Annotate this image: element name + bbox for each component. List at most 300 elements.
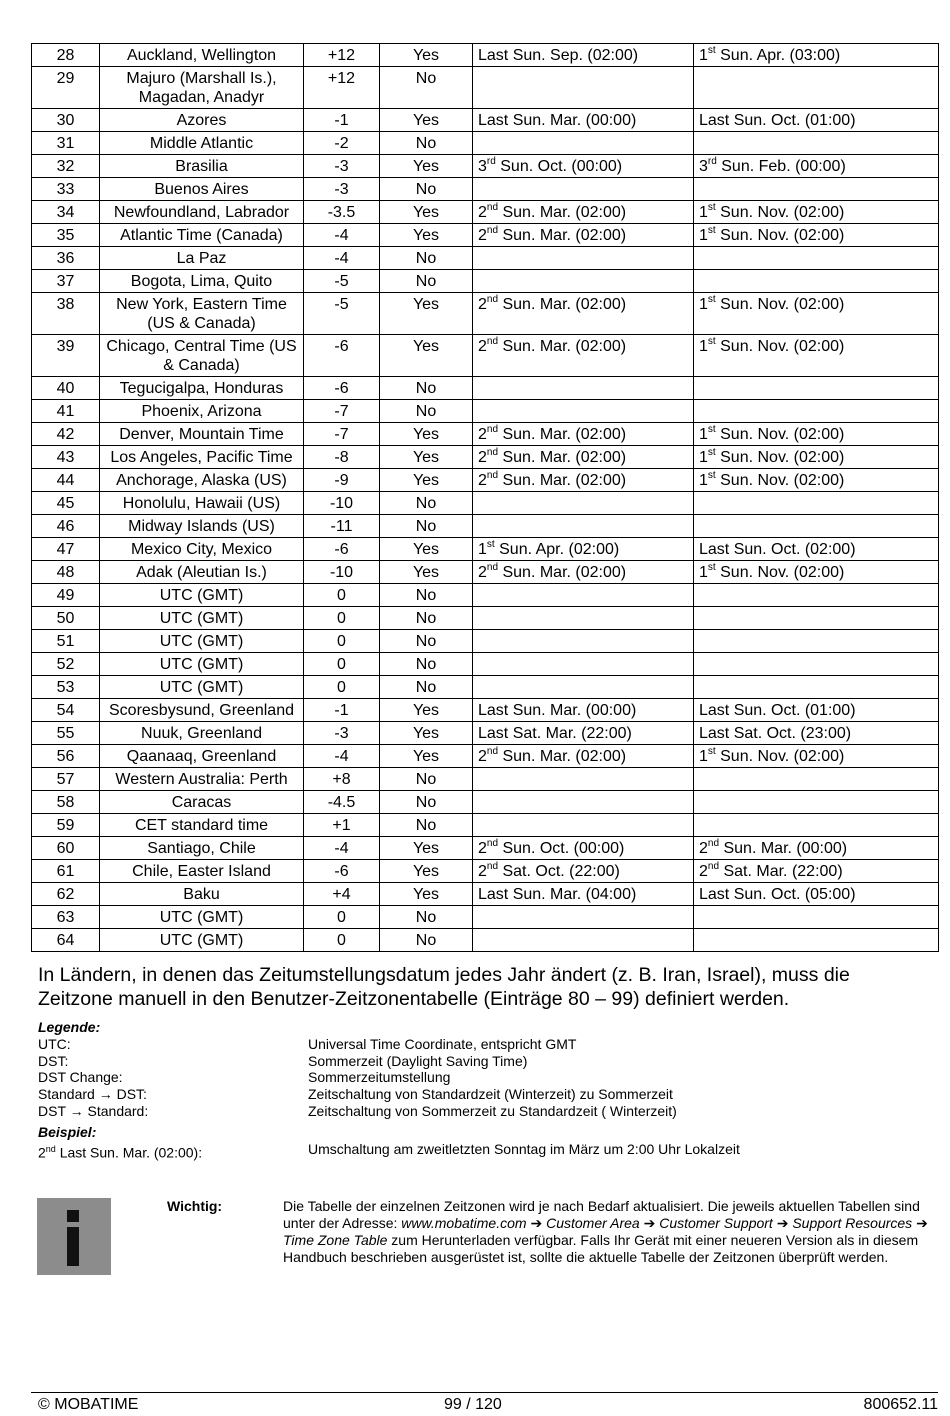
dst-start: [473, 423, 694, 446]
table-row: [32, 247, 939, 270]
footer-doc-number: 800652.11: [863, 1396, 938, 1413]
dst-end: [694, 247, 939, 270]
rule-text: Last Sat. Mar. (22:00): [478, 725, 632, 742]
utc-offset: -10: [304, 492, 380, 515]
ordinal: 2: [478, 840, 487, 857]
dst-end: [694, 109, 939, 132]
dst-flag: Yes: [380, 155, 473, 178]
zone-name: Bogota, Lima, Quito: [100, 270, 304, 293]
dst-start: [473, 538, 694, 561]
dst-end: [694, 676, 939, 699]
dst-end: [694, 335, 939, 377]
zone-name: Caracas: [100, 791, 304, 814]
utc-offset: -1: [304, 699, 380, 722]
table-row: [32, 67, 939, 109]
table-row: [32, 814, 939, 837]
ordinal-suffix: st: [707, 224, 716, 236]
dst-start: [473, 515, 694, 538]
dst-flag: No: [380, 768, 473, 791]
ordinal-suffix: rd: [486, 155, 496, 167]
dst-end: [694, 293, 939, 335]
footer-divider: [31, 1392, 938, 1393]
ordinal: 1: [478, 541, 487, 558]
rule-text: Sun. Nov. (02:00): [715, 338, 845, 355]
legend-heading: Legende:: [38, 1019, 101, 1035]
table-row: [32, 270, 939, 293]
ordinal: 1: [699, 564, 708, 581]
ordinal: 3: [478, 158, 487, 175]
dst-start: [473, 335, 694, 377]
utc-offset: -11: [304, 515, 380, 538]
dst-end: [694, 699, 939, 722]
dst-start: [473, 699, 694, 722]
utc-offset: 0: [304, 653, 380, 676]
ordinal-suffix: nd: [707, 860, 720, 872]
example-row: [38, 1141, 828, 1161]
zone-number: 31: [32, 132, 100, 155]
ordinal: 1: [699, 472, 708, 489]
rule-text: Sun. Nov. (02:00): [715, 564, 845, 581]
utc-offset: 0: [304, 630, 380, 653]
ordinal-suffix: nd: [486, 335, 499, 347]
zone-name: Mexico City, Mexico: [100, 538, 304, 561]
rule-text: Sun. Mar. (02:00): [498, 227, 627, 244]
rule-text: Sun. Mar. (02:00): [498, 296, 627, 313]
table-row: [32, 224, 939, 247]
zone-number: 43: [32, 446, 100, 469]
zone-name: Scoresbysund, Greenland: [100, 699, 304, 722]
example-ordinal-suffix: nd: [45, 1143, 56, 1154]
dst-end: [694, 515, 939, 538]
table-row: [32, 178, 939, 201]
rule-text: Sun. Mar. (02:00): [498, 748, 627, 765]
legend-items: [38, 1036, 828, 1120]
zone-name: Anchorage, Alaska (US): [100, 469, 304, 492]
utc-offset: -6: [304, 335, 380, 377]
table-row: [32, 335, 939, 377]
ordinal-suffix: nd: [486, 860, 499, 872]
table-row: [32, 653, 939, 676]
dst-end: [694, 446, 939, 469]
table-row: [32, 377, 939, 400]
table-row: [32, 860, 939, 883]
zone-number: 56: [32, 745, 100, 768]
dst-flag: No: [380, 653, 473, 676]
utc-offset: -3: [304, 722, 380, 745]
arrow-icon: ➔: [776, 1215, 789, 1231]
rule-text: Last Sun. Oct. (01:00): [699, 702, 856, 719]
dst-flag: No: [380, 178, 473, 201]
zone-number: 38: [32, 293, 100, 335]
dst-start: [473, 400, 694, 423]
zone-name: Phoenix, Arizona: [100, 400, 304, 423]
zone-number: 52: [32, 653, 100, 676]
ordinal-suffix: nd: [486, 837, 499, 849]
legend-term: DST → Standard:: [38, 1102, 149, 1119]
dst-flag: No: [380, 929, 473, 952]
dst-end: [694, 653, 939, 676]
dst-flag: Yes: [380, 561, 473, 584]
dst-flag: No: [380, 515, 473, 538]
zone-number: 63: [32, 906, 100, 929]
dst-flag: Yes: [380, 538, 473, 561]
utc-offset: -6: [304, 860, 380, 883]
zone-name: Baku: [100, 883, 304, 906]
dst-end: [694, 860, 939, 883]
legend-row: [38, 1069, 828, 1086]
zone-name: Western Australia: Perth: [100, 768, 304, 791]
zone-name: UTC (GMT): [100, 607, 304, 630]
dst-flag: Yes: [380, 293, 473, 335]
dst-start: [473, 814, 694, 837]
dst-start: [473, 492, 694, 515]
dst-start: [473, 584, 694, 607]
rule-text: Sun. Mar. (02:00): [498, 564, 627, 581]
dst-end: [694, 768, 939, 791]
zone-number: 30: [32, 109, 100, 132]
dst-flag: No: [380, 906, 473, 929]
table-row: [32, 837, 939, 860]
dst-end: [694, 492, 939, 515]
dst-flag: No: [380, 270, 473, 293]
table-row: [32, 423, 939, 446]
dst-end: [694, 44, 939, 67]
ordinal-suffix: nd: [486, 745, 499, 757]
dst-flag: Yes: [380, 837, 473, 860]
utc-offset: +1: [304, 814, 380, 837]
zone-name: Adak (Aleutian Is.): [100, 561, 304, 584]
dst-end: [694, 400, 939, 423]
zone-name: Midway Islands (US): [100, 515, 304, 538]
zone-number: 29: [32, 67, 100, 109]
legend-term: DST Change:: [38, 1069, 123, 1086]
zone-name: Los Angeles, Pacific Time: [100, 446, 304, 469]
zone-number: 48: [32, 561, 100, 584]
table-row: [32, 515, 939, 538]
utc-offset: +12: [304, 67, 380, 109]
table-row: [32, 44, 939, 67]
utc-offset: -6: [304, 538, 380, 561]
ordinal: 3: [699, 158, 708, 175]
dst-end: [694, 469, 939, 492]
utc-offset: -10: [304, 561, 380, 584]
rule-text: Last Sun. Mar. (00:00): [478, 112, 637, 129]
zone-name: UTC (GMT): [100, 929, 304, 952]
dst-start: [473, 377, 694, 400]
zone-number: 61: [32, 860, 100, 883]
table-row: [32, 155, 939, 178]
zone-number: 44: [32, 469, 100, 492]
arrow-icon: ➔: [916, 1215, 928, 1231]
dst-flag: Yes: [380, 446, 473, 469]
table-row: [32, 561, 939, 584]
dst-flag: No: [380, 584, 473, 607]
example-term-text: Last Sun. Mar. (02:00):: [55, 1144, 203, 1161]
table-row: [32, 607, 939, 630]
utc-offset: 0: [304, 607, 380, 630]
ordinal: 2: [478, 564, 487, 581]
dst-flag: Yes: [380, 335, 473, 377]
table-row: [32, 109, 939, 132]
ordinal: 2: [699, 863, 708, 880]
ordinal-suffix: st: [486, 538, 495, 550]
ordinal: 1: [699, 449, 708, 466]
ordinal-suffix: st: [707, 44, 716, 56]
utc-offset: -7: [304, 423, 380, 446]
zone-number: 41: [32, 400, 100, 423]
dst-flag: No: [380, 247, 473, 270]
table-row: [32, 492, 939, 515]
zone-name: Honolulu, Hawaii (US): [100, 492, 304, 515]
dst-end: [694, 538, 939, 561]
dst-flag: Yes: [380, 699, 473, 722]
ordinal: 1: [699, 296, 708, 313]
ordinal: 1: [699, 338, 708, 355]
dst-flag: No: [380, 791, 473, 814]
rule-text: Last Sun. Oct. (05:00): [699, 886, 856, 903]
ordinal-suffix: st: [707, 293, 716, 305]
ordinal: 2: [478, 472, 487, 489]
ordinal-suffix: nd: [486, 224, 499, 236]
rule-text: Sun. Nov. (02:00): [715, 426, 845, 443]
rule-text: Sun. Mar. (02:00): [498, 449, 627, 466]
rule-text: Sat. Mar. (22:00): [719, 863, 843, 880]
arrow-icon: ➔: [643, 1215, 656, 1231]
rule-text: Sun. Apr. (02:00): [494, 541, 620, 558]
dst-end: [694, 584, 939, 607]
example-term: [38, 1141, 308, 1161]
ordinal-suffix: nd: [486, 201, 499, 213]
rule-text: Sun. Nov. (02:00): [715, 296, 845, 313]
rule-text: Last Sat. Oct. (23:00): [699, 725, 852, 742]
arrow-icon: ➔: [530, 1215, 543, 1231]
dst-end: [694, 270, 939, 293]
dst-flag: Yes: [380, 109, 473, 132]
important-text-outro: zum Herunterladen verfügbar. Falls Ihr Gerät mit einer neueren Version als in diesem Handbuch beschrieben ausgerüstet ist, sollte die aktuelle Tabelle der Zeitzonen überprüft werden.: [283, 1232, 919, 1265]
zone-name: Atlantic Time (Canada): [100, 224, 304, 247]
rule-text: Sun. Mar. (00:00): [719, 840, 848, 857]
legend-definition: Universal Time Coordinate, entspricht GMT: [308, 1035, 577, 1052]
zone-number: 55: [32, 722, 100, 745]
zone-number: 28: [32, 44, 100, 67]
dst-start: [473, 837, 694, 860]
important-label: Wichtig:: [167, 1198, 223, 1214]
ordinal: 2: [478, 426, 487, 443]
ordinal-suffix: nd: [486, 446, 499, 458]
zone-number: 62: [32, 883, 100, 906]
zone-name: New York, Eastern Time (US & Canada): [100, 293, 304, 335]
table-row: [32, 883, 939, 906]
dst-start: [473, 270, 694, 293]
dst-end: [694, 155, 939, 178]
rule-text: Last Sun. Oct. (02:00): [699, 541, 856, 558]
dst-end: [694, 722, 939, 745]
dst-start: [473, 224, 694, 247]
zone-number: 47: [32, 538, 100, 561]
rule-text: Last Sun. Oct. (01:00): [699, 112, 856, 129]
dst-flag: No: [380, 132, 473, 155]
zone-number: 32: [32, 155, 100, 178]
table-row: [32, 676, 939, 699]
zone-name: CET standard time: [100, 814, 304, 837]
zone-number: 35: [32, 224, 100, 247]
table-row: [32, 722, 939, 745]
zone-name: Chicago, Central Time (US & Canada): [100, 335, 304, 377]
table-row: [32, 446, 939, 469]
dst-end: [694, 883, 939, 906]
utc-offset: 0: [304, 584, 380, 607]
dst-end: [694, 178, 939, 201]
dst-flag: Yes: [380, 224, 473, 247]
ordinal: 1: [699, 47, 708, 64]
table-row: [32, 791, 939, 814]
dst-end: [694, 423, 939, 446]
dst-flag: Yes: [380, 44, 473, 67]
ordinal-suffix: st: [707, 469, 716, 481]
dst-end: [694, 132, 939, 155]
utc-offset: -7: [304, 400, 380, 423]
zone-name: Tegucigalpa, Honduras: [100, 377, 304, 400]
zone-name: Brasilia: [100, 155, 304, 178]
timezone-table-body: [32, 44, 939, 952]
zone-name: Auckland, Wellington: [100, 44, 304, 67]
utc-offset: -6: [304, 377, 380, 400]
rule-text: Sat. Oct. (22:00): [498, 863, 620, 880]
legend-definition: Zeitschaltung von Standardzeit (Winterzeit) zu Sommerzeit: [308, 1086, 673, 1103]
important-text-intro: Die Tabelle der einzelnen Zeitzonen wird je nach Bedarf aktualisiert. Die jeweils aktuellen Tabellen sind unter der Adresse:: [283, 1198, 920, 1231]
dst-flag: Yes: [380, 423, 473, 446]
example-definition: Umschaltung am zweitletzten Sonntag im März um 2:00 Uhr Lokalzeit: [308, 1140, 740, 1157]
zone-name: UTC (GMT): [100, 630, 304, 653]
utc-offset: -2: [304, 132, 380, 155]
ordinal-suffix: nd: [486, 423, 499, 435]
dst-end: [694, 745, 939, 768]
zone-name: Nuuk, Greenland: [100, 722, 304, 745]
dst-flag: No: [380, 67, 473, 109]
dst-start: [473, 630, 694, 653]
dst-start: [473, 653, 694, 676]
legend-term: UTC:: [38, 1035, 71, 1052]
rule-text: Sun. Apr. (03:00): [715, 47, 841, 64]
utc-offset: -4.5: [304, 791, 380, 814]
path-time-zone-table: Time Zone Table: [283, 1232, 388, 1248]
dst-start: [473, 155, 694, 178]
dst-end: [694, 224, 939, 247]
rule-text: Last Sun. Mar. (00:00): [478, 702, 637, 719]
ordinal: 2: [478, 449, 487, 466]
rule-text: Sun. Nov. (02:00): [715, 227, 845, 244]
dst-start: [473, 446, 694, 469]
utc-offset: -3.5: [304, 201, 380, 224]
utc-offset: -5: [304, 270, 380, 293]
zone-name: Chile, Easter Island: [100, 860, 304, 883]
dst-start: [473, 791, 694, 814]
utc-offset: -4: [304, 224, 380, 247]
zone-number: 36: [32, 247, 100, 270]
table-row: [32, 469, 939, 492]
ordinal: 2: [478, 227, 487, 244]
dst-flag: No: [380, 400, 473, 423]
dst-start: [473, 561, 694, 584]
utc-offset: -1: [304, 109, 380, 132]
zone-number: 64: [32, 929, 100, 952]
zone-name: La Paz: [100, 247, 304, 270]
dst-flag: Yes: [380, 722, 473, 745]
dst-end: [694, 377, 939, 400]
dst-end: [694, 561, 939, 584]
zone-number: 40: [32, 377, 100, 400]
utc-offset: 0: [304, 906, 380, 929]
rule-text: Sun. Feb. (00:00): [716, 158, 846, 175]
utc-offset: -8: [304, 446, 380, 469]
dst-flag: Yes: [380, 201, 473, 224]
zone-number: 60: [32, 837, 100, 860]
utc-offset: +4: [304, 883, 380, 906]
rule-text: Sun. Mar. (02:00): [498, 426, 627, 443]
utc-offset: -3: [304, 178, 380, 201]
ordinal-suffix: nd: [486, 293, 499, 305]
rule-text: Sun. Nov. (02:00): [715, 204, 845, 221]
zone-number: 45: [32, 492, 100, 515]
utc-offset: -4: [304, 247, 380, 270]
ordinal: 1: [699, 227, 708, 244]
timezone-table: [31, 43, 939, 952]
dst-start: [473, 44, 694, 67]
utc-offset: +8: [304, 768, 380, 791]
timezone-note: In Ländern, in denen das Zeitumstellungsdatum jedes Jahr ändert (z. B. Iran, Israel), muss die Zeitzone manuell in den Benutzer-Zeitzonentabelle (Einträge 80 – 99) definiert werden.: [38, 964, 850, 1010]
dst-start: [473, 883, 694, 906]
path-customer-area: Customer Area: [546, 1215, 640, 1231]
dst-start: [473, 929, 694, 952]
ordinal: 2: [699, 840, 708, 857]
utc-offset: -3: [304, 155, 380, 178]
dst-start: [473, 860, 694, 883]
dst-flag: Yes: [380, 860, 473, 883]
utc-offset: -4: [304, 837, 380, 860]
table-row: [32, 538, 939, 561]
zone-name: UTC (GMT): [100, 653, 304, 676]
dst-start: [473, 906, 694, 929]
ordinal: 2: [478, 204, 487, 221]
dst-end: [694, 791, 939, 814]
ordinal-suffix: st: [707, 561, 716, 573]
rule-text: Sun. Mar. (02:00): [498, 338, 627, 355]
footer-copyright: © MOBATIME: [38, 1396, 139, 1413]
dst-flag: Yes: [380, 745, 473, 768]
rule-text: Sun. Oct. (00:00): [498, 840, 625, 857]
dst-start: [473, 247, 694, 270]
dst-start: [473, 722, 694, 745]
utc-offset: -5: [304, 293, 380, 335]
rule-text: Sun. Mar. (02:00): [498, 204, 627, 221]
zone-name: Middle Atlantic: [100, 132, 304, 155]
table-row: [32, 132, 939, 155]
dst-flag: No: [380, 676, 473, 699]
dst-flag: Yes: [380, 469, 473, 492]
utc-offset: -4: [304, 745, 380, 768]
dst-start: [473, 132, 694, 155]
rule-text: Sun. Nov. (02:00): [715, 748, 845, 765]
legend-definition: Sommerzeitumstellung: [308, 1069, 451, 1086]
utc-offset: -9: [304, 469, 380, 492]
zone-name: Qaanaaq, Greenland: [100, 745, 304, 768]
legend: [38, 1019, 828, 1161]
ordinal: 1: [699, 204, 708, 221]
zone-number: 37: [32, 270, 100, 293]
path-support-resources: Support Resources: [792, 1215, 913, 1231]
zone-name: Majuro (Marshall Is.), Magadan, Anadyr: [100, 67, 304, 109]
dst-start: [473, 178, 694, 201]
